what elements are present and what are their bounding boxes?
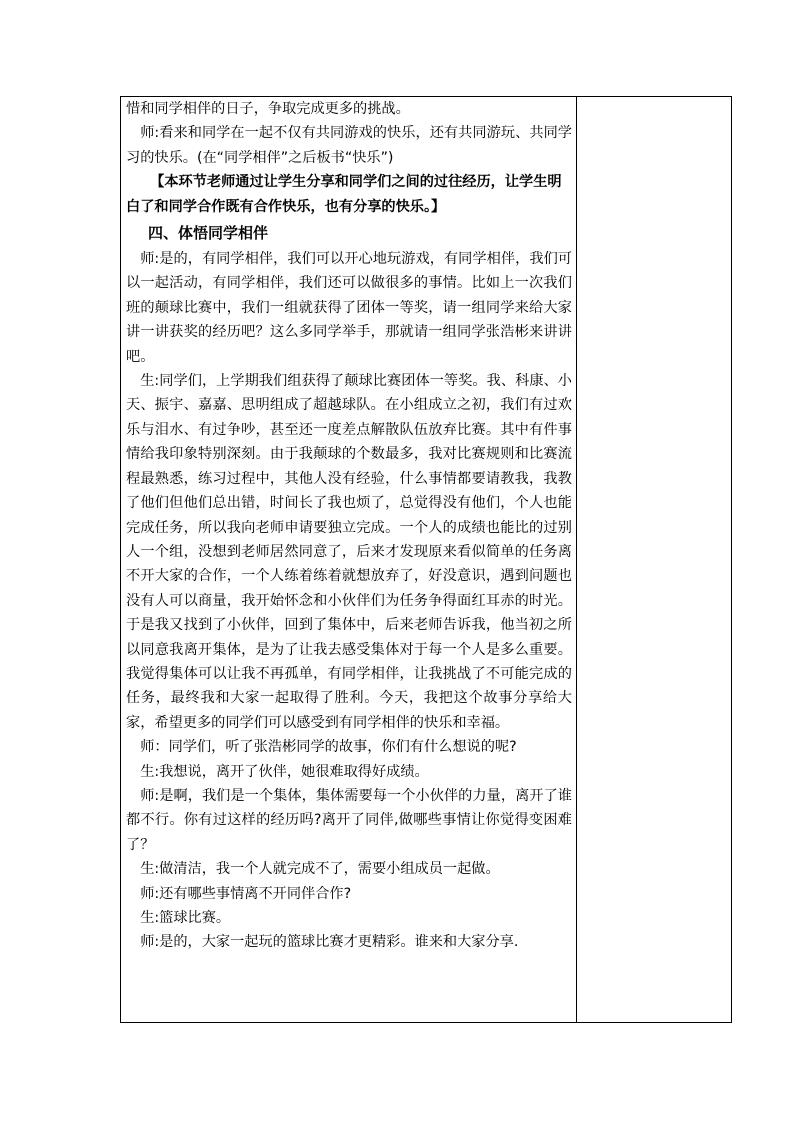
teaching-note: 【本环节老师通过让学生分享和同学们之间的过往经历，让学生明白了和同学合作既有合作快乐，也有分享的快乐。】 bbox=[126, 174, 562, 215]
paragraph-teacher-4: 师:还有哪些事情离不开同伴合作? bbox=[140, 885, 352, 902]
section-heading: 四、体悟同学相伴 bbox=[148, 224, 269, 243]
paragraph-2: 师:看来和同学在一起不仅有共同游戏的快乐，还有共同游玩、共同学习的快乐。(在“同学相伴”之后板书“快乐”) bbox=[126, 125, 572, 166]
paragraph-teacher-5: 师:是的，大家一起玩的篮球比赛才更精彩。谁来和大家分享. bbox=[140, 934, 519, 951]
paragraph-teacher-1: 师:是的，有同学相伴，我们可以开心地玩游戏，有同学相伴，我们可以一起活动，有同学相伴，我们还可以做很多的事情。比如上一次我们班的颠球比赛中，我们一组就获得了团体一等奖，请一组同学来给大家讲一讲获奖的经历吧？这么多同学举手，那就请一组同学张浩彬来讲讲吧。 bbox=[126, 251, 572, 365]
paragraph-teacher-3: 师:是啊，我们是一个集体，集体需要每一个小伙伴的力量，离开了谁都不行。你有过这样的经历吗?离开了同伴,做哪些事情让你觉得变困难了？ bbox=[126, 787, 572, 853]
paragraph-student-story: 生:同学们，上学期我们组获得了颠球比赛团体一等奖。我、科康、小天、振宇、嘉嘉、思明组成了超越球队。在小组成立之初，我们有过欢乐与泪水、有过争吵，甚至还一度差点解散队伍放弃比赛。其中有件事情给我印象特别深刻。由于我颠球的个数最多，我对比赛规则和比赛流程最熟悉，练习过程中，其他人没有经验，什么事情都要请教我，我教了他们但他们总出错，时间长了我也烦了，总觉得没有他们，个人也能完成任务，所以我向老师申请要独立完成。一个人的成绩也能比的过别人一个组，没想到老师居然同意了，后来才发现原来看似简单的任务离不开大家的合作，一个人练着练着就想放弃了，好没意识，遇到问题也没有人可以商量，我开始怀念和小伙伴们为任务争得面红耳赤的时光。于是我又找到了小伙伴，回到了集体中，后来老师告诉我，他当初之所以同意我离开集体，是为了让我去感受集体对于每一个人是多么重要。我觉得集体可以让我不再孤单，有同学相伴，让我挑战了不可能完成的任务，最终我和大家一起取得了胜利。今天，我把这个故事分享给大家，希望更多的同学们可以感受到有同学相伴的快乐和幸福。 bbox=[126, 373, 572, 731]
paragraph-student-4: 生:篮球比赛。 bbox=[140, 910, 231, 926]
paragraph-student-3: 生:做清洁，我一个人就完成不了，需要小组成员一起做。 bbox=[140, 861, 500, 878]
paragraph-1: 惜和同学相伴的日子，争取完成更多的挑战。 bbox=[126, 101, 410, 117]
lesson-table bbox=[120, 96, 732, 1023]
paragraph-student-2: 生:我想说，离开了伙伴，她很难取得好成绩。 bbox=[140, 763, 429, 780]
content-column bbox=[121, 97, 577, 1022]
paragraph-teacher-2: 师：同学们，听了张浩彬同学的故事，你们有什么想说的呢? bbox=[140, 739, 517, 756]
notes-column bbox=[577, 97, 731, 1022]
